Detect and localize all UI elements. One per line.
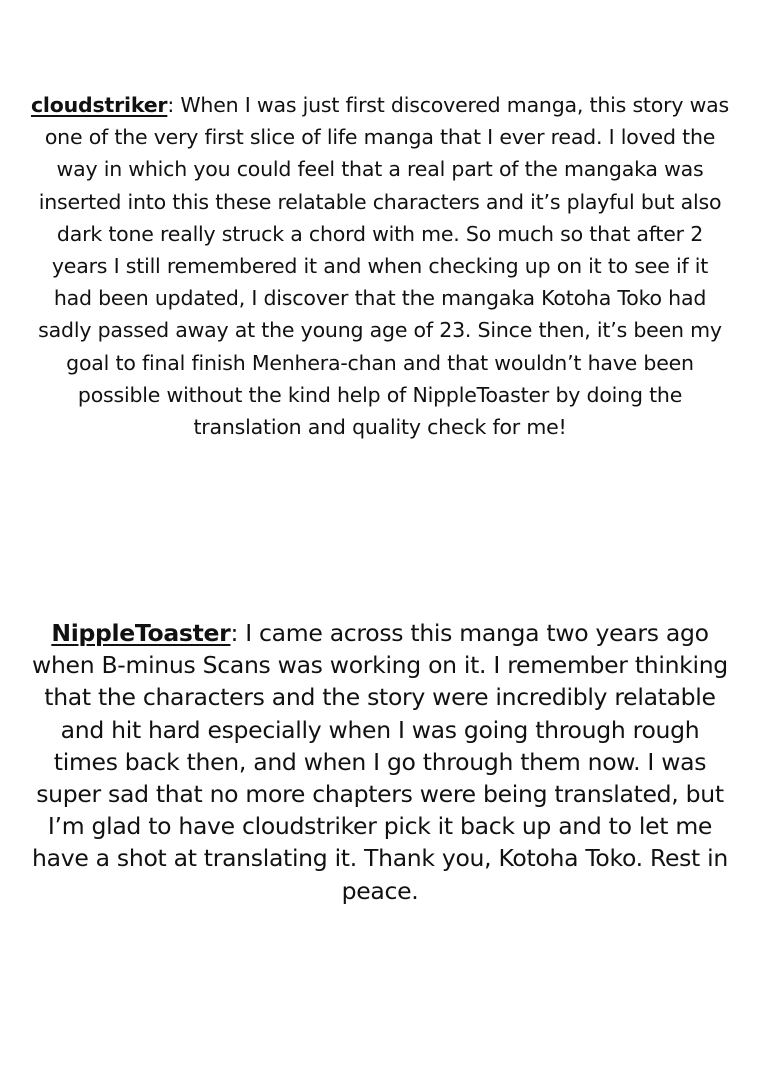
note-text: : I came across this manga two years ago when B-minus Scans was working on it. I remember thinking that the characters and the story were incredibly relatable and hit hard especially when I was going through rough times back then, and when I go through them now. I was super sad that no more chapters were being translated, but I’m glad to have cloudstriker pick it back up and to let me have a shot at translating it. Thank you, Kotoha Toko. Rest in peace. xyxy=(32,619,728,905)
credit-note-nippletoaster xyxy=(30,617,730,907)
author-name: cloudstriker xyxy=(30,93,168,117)
author-name: NippleToaster xyxy=(51,619,231,647)
note-text: : When I was just first discovered manga, this story was one of the very first slice of life manga that I ever read. I loved the way in which you could feel that a real part of the mangaka was inserted into this these relatable characters and it’s playful but also dark tone really struck a chord with me. So much so that after 2 years I still remembered it and when checking up on it to see if it had been updated, I discover that the mangaka Kotoha Toko had sadly passed away at the young age of 23. Since then, it’s been my goal to final finish Menhera-chan and that wouldn’t have been possible without the kind help of NippleToaster by doing the translation and quality check for me! xyxy=(38,93,730,440)
credit-note-cloudstriker xyxy=(30,89,730,443)
